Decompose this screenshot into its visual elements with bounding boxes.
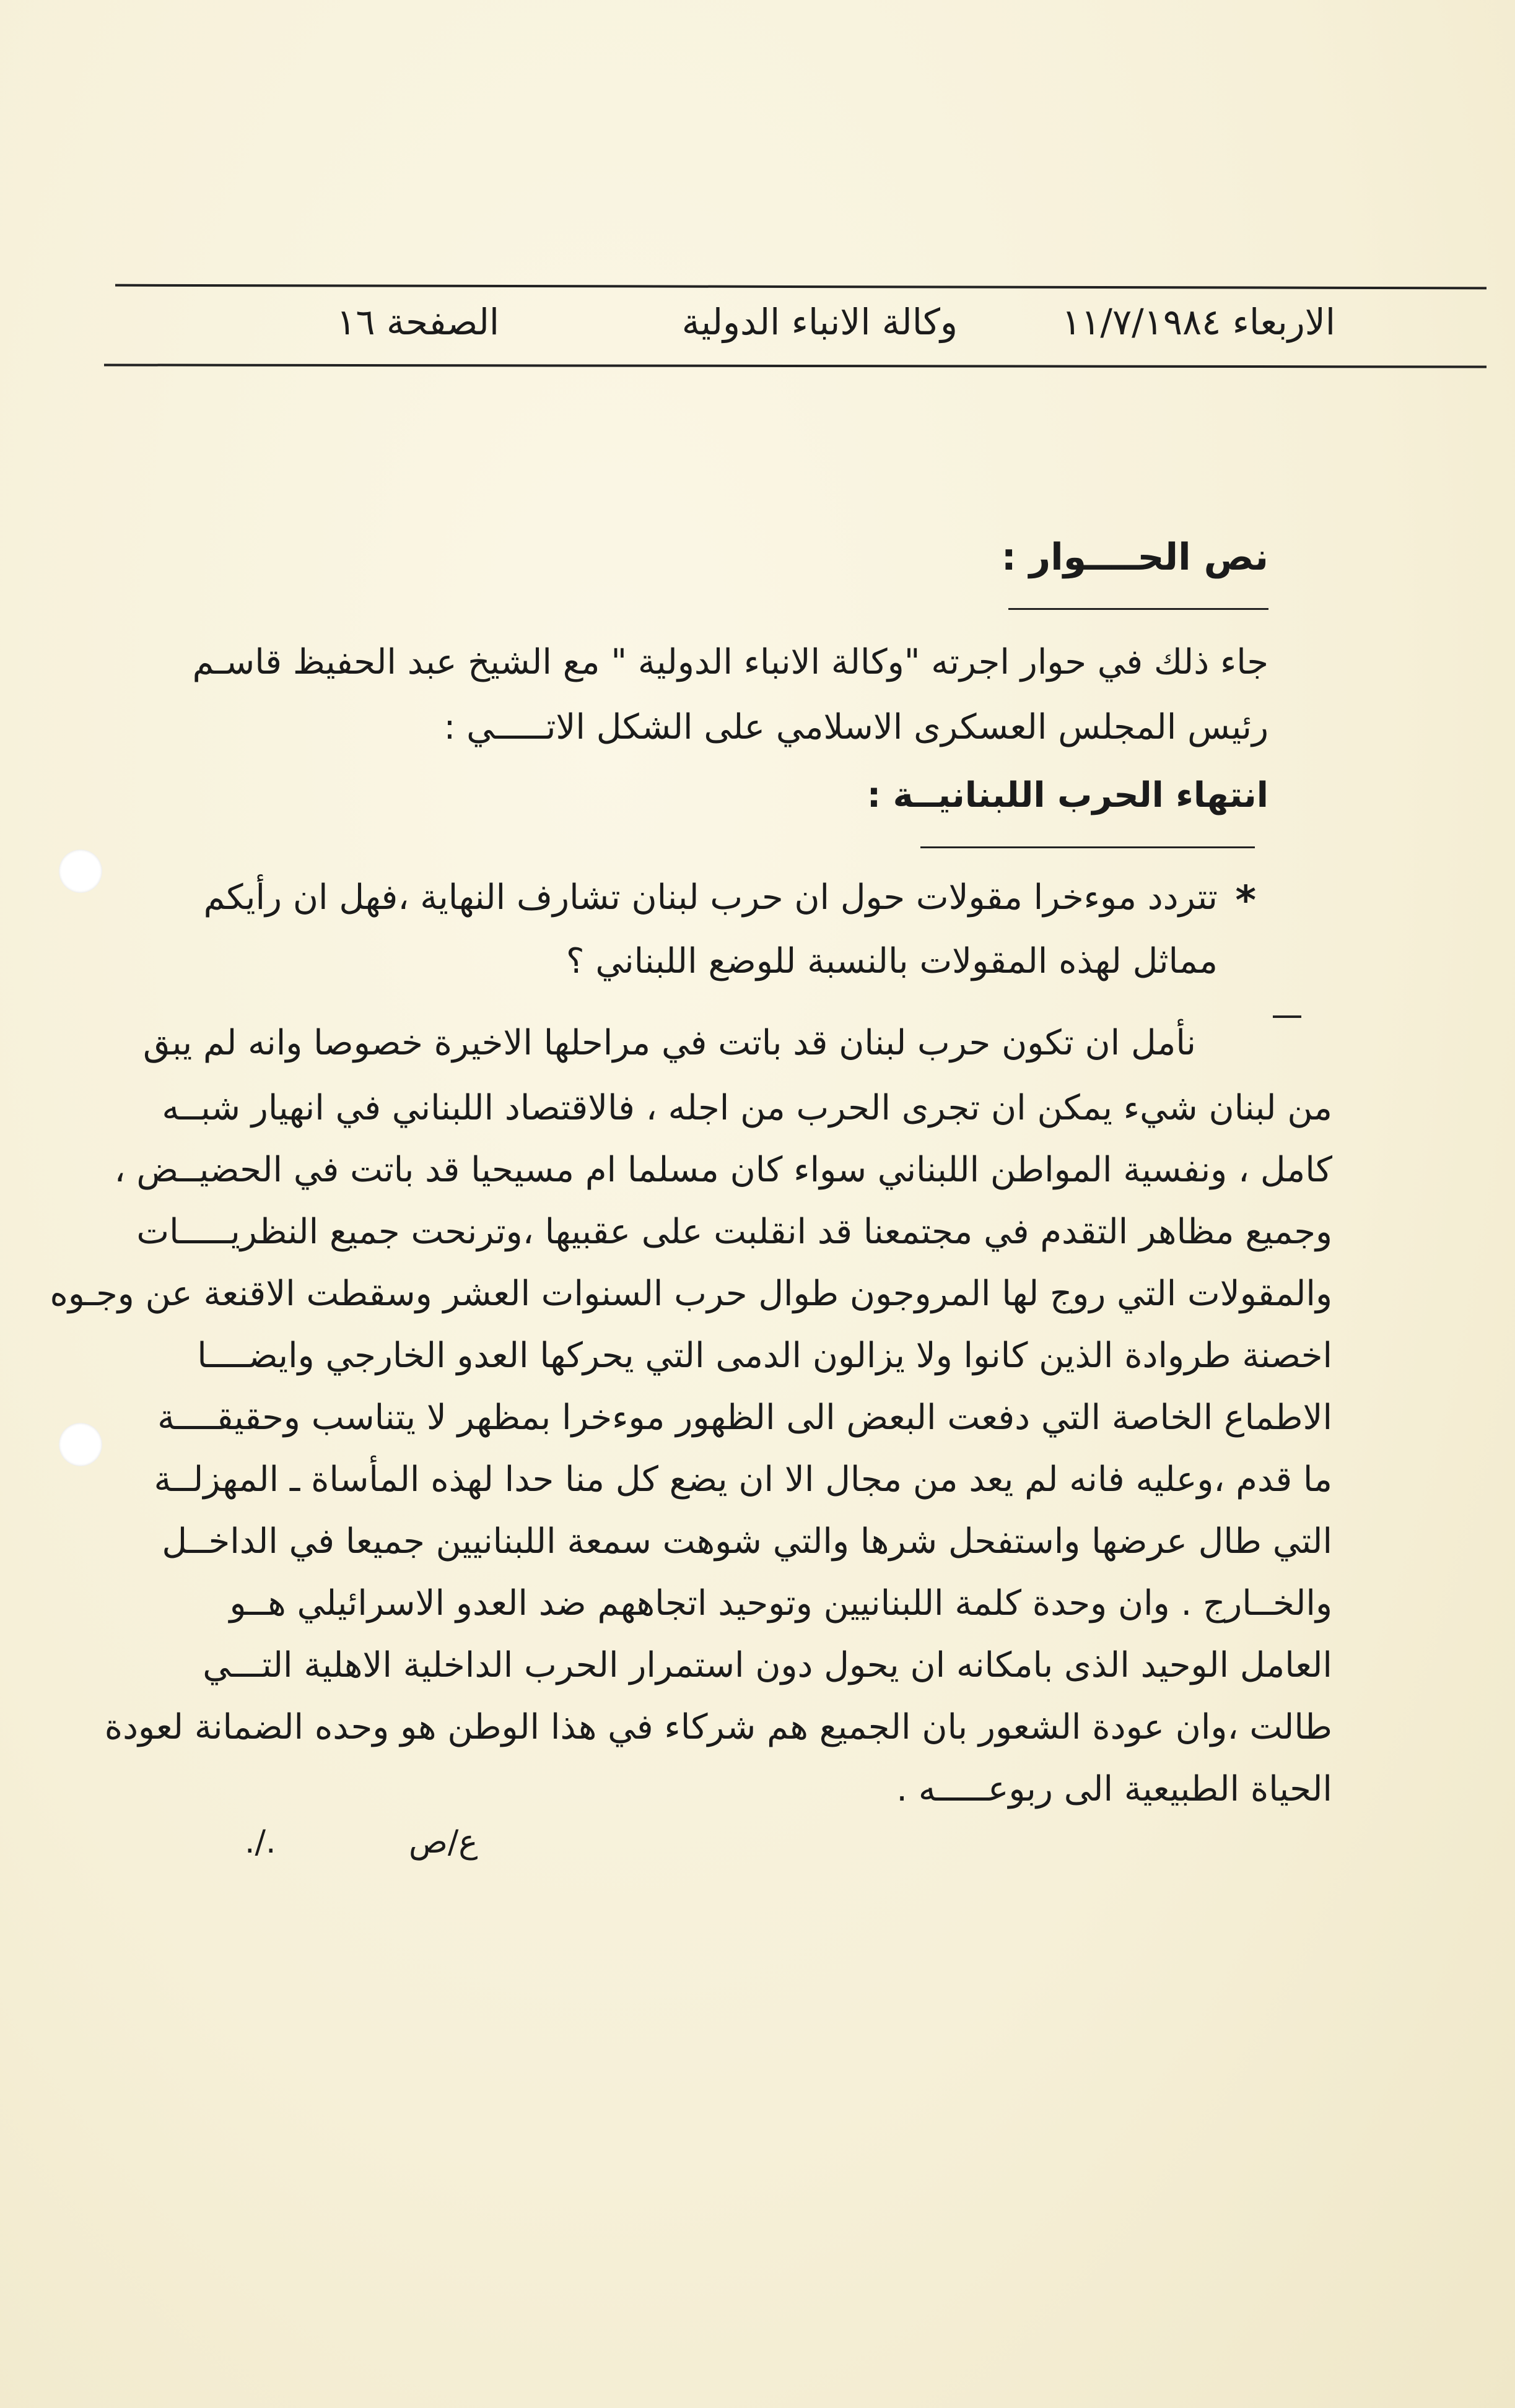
intro-line-2: رئيس المجلس العسكرى الاسلامي على الشكل الاتـــــي : <box>443 707 1268 747</box>
answer-line-13: الحياة الطبيعية الى ربوعـــــه . <box>896 1769 1332 1809</box>
punch-hole-lower <box>59 1423 102 1466</box>
question-line-2: مماثل لهذه المقولات بالنسبة للوضع اللبناني ؟ <box>565 941 1218 981</box>
answer-line-6: اخصنة طروادة الذين كانوا ولا يزالون الدمى التي يحركها العدو الخارجي وايضــــا <box>197 1336 1332 1376</box>
punch-hole-upper <box>59 850 102 893</box>
footer-continuation-mark: ./. <box>245 1823 276 1861</box>
answer-dash <box>1273 1015 1301 1018</box>
answer-line-9: التي طال عرضها واستفحل شرها والتي شوهت سمعة اللبنانيين جميعا في الداخــل <box>162 1521 1332 1562</box>
question-bullet: * <box>1235 878 1256 924</box>
answer-line-12: طالت ،وان عودة الشعور بان الجميع هم شركاء في هذا الوطن هو وحده الضمانة لعودة <box>104 1707 1332 1747</box>
header-page-number: الصفحة ١٦ <box>336 301 499 343</box>
answer-line-8: ما قدم ،وعليه فانه لم يعد من مجال الا ان يضع كل منا حدا لهذه المأساة ـ المهزلــة <box>154 1459 1332 1500</box>
answer-line-3: كامل ، ونفسية المواطن اللبناني سواء كان مسلما ام مسيحيا قد باتت في الحضيــض ، <box>114 1150 1332 1190</box>
answer-line-7: الاطماع الخاصة التي دفعت البعض الى الظهور موءخرا بمظهر لا يتناسب وحقيقــــة <box>157 1397 1332 1438</box>
title-underline <box>1008 608 1268 610</box>
answer-line-4: وجميع مظاهر التقدم في مجتمعنا قد انقلبت على عقبيها ،وترنحت جميع النظريـــــات <box>136 1212 1332 1252</box>
section-subtitle: انتهاء الحرب اللبنانيــة : <box>867 775 1268 815</box>
footer-initials: ع/ص <box>409 1823 478 1861</box>
question-line-1: تتردد موءخرا مقولات حول ان حرب لبنان تشارف النهاية ،فهل ان رأيكم <box>203 877 1218 918</box>
answer-line-1: نأمل ان تكون حرب لبنان قد باتت في مراحلها الاخيرة خصوصا وانه لم يبق <box>142 1023 1196 1063</box>
subtitle-underline <box>920 846 1255 848</box>
answer-line-5: والمقولات التي روج لها المروجون طوال حرب السنوات العشر وسقطت الاقنعة عن وجـوه <box>50 1274 1332 1314</box>
answer-line-10: والخــارج . وان وحدة كلمة اللبنانيين وتوحيد اتجاههم ضد العدو الاسرائيلي هــو <box>229 1583 1332 1623</box>
answer-line-11: العامل الوحيد الذى بامكانه ان يحول دون استمرار الحرب الداخلية الاهلية التـــي <box>203 1645 1332 1685</box>
answer-line-2: من لبنان شيء يمكن ان تجرى الحرب من اجله ، فالاقتصاد اللبناني في انهيار شبــه <box>162 1088 1332 1128</box>
header-date: الاربعاء ١١/٧/١٩٨٤ <box>1062 301 1335 343</box>
intro-line-1: جاء ذلك في حوار اجرته "وكالة الانباء الدولية " مع الشيخ عبد الحفيظ قاسـم <box>192 642 1268 682</box>
header-agency: وكالة الانباء الدولية <box>681 301 958 343</box>
header-top-rule <box>115 284 1487 290</box>
dialogue-title: نص الحــــوار : <box>1001 536 1268 579</box>
header-bottom-rule <box>104 363 1487 368</box>
